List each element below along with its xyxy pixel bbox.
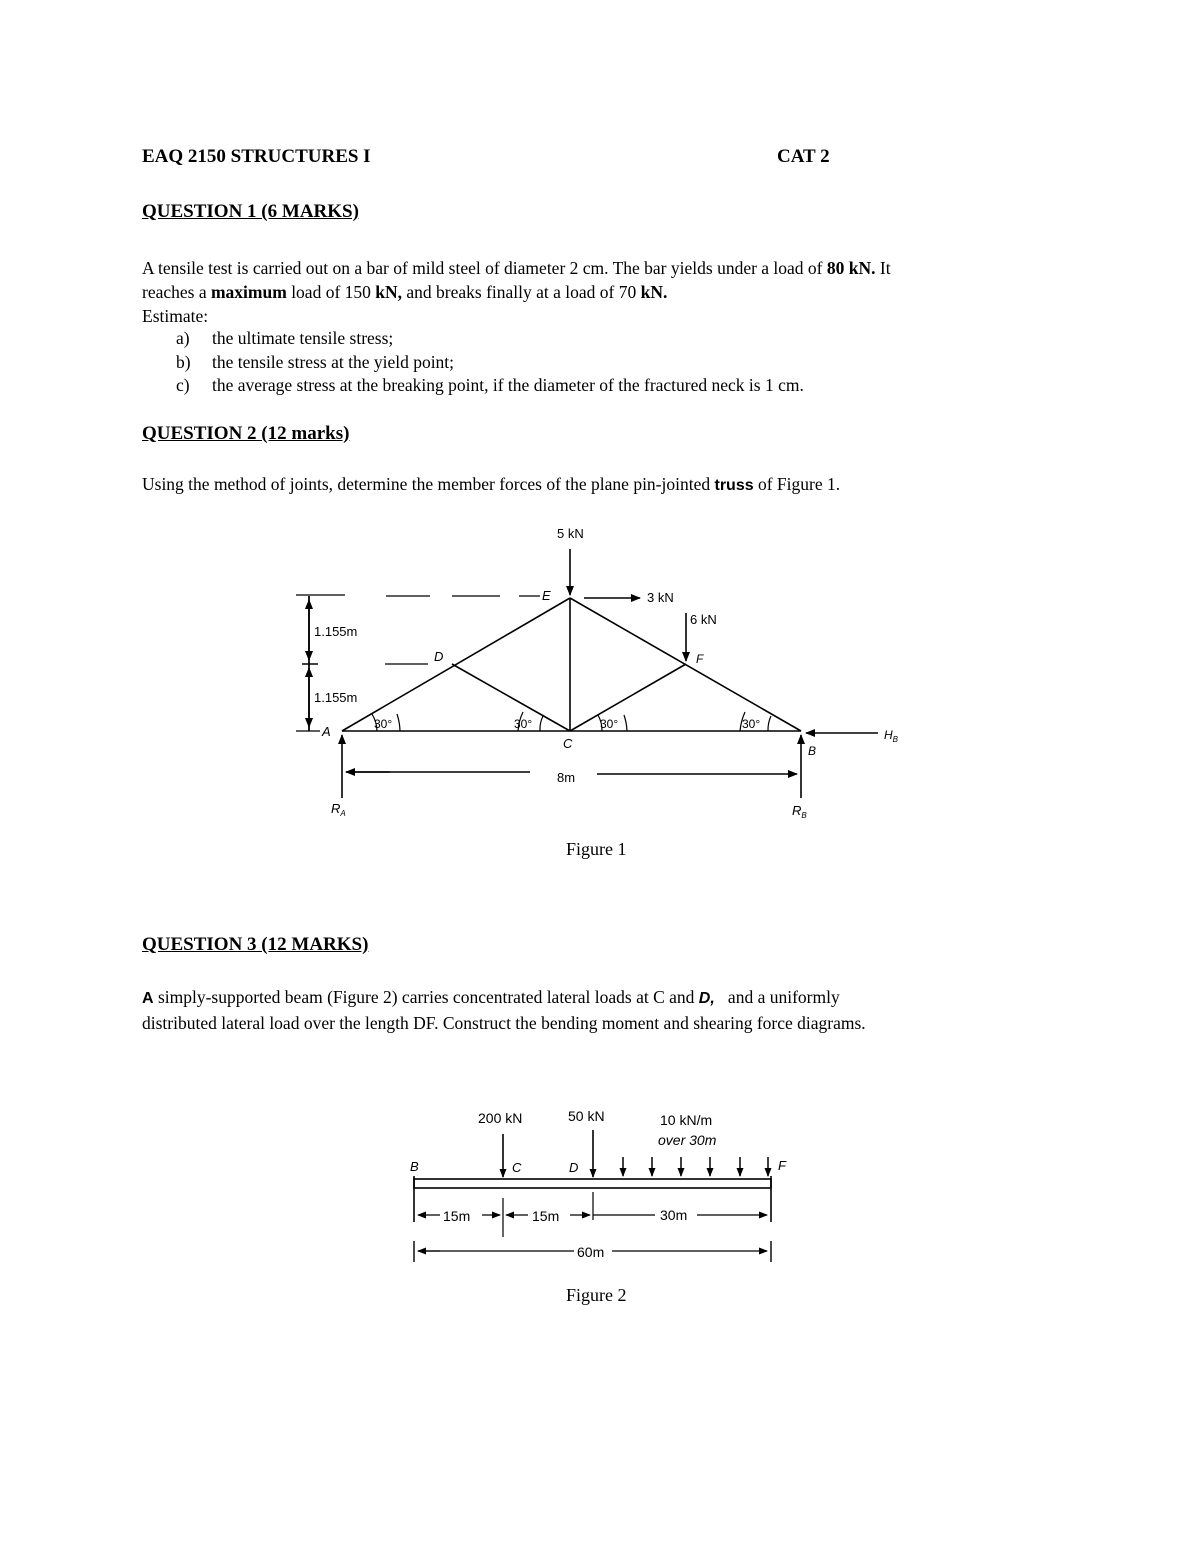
question-2-title: QUESTION 2 (12 marks) [142,423,350,444]
node-c-label: C [512,1160,522,1175]
beam [414,1179,771,1188]
dim-total-label: 60m [577,1244,605,1260]
question-3-title: QUESTION 3 (12 MARKS) [142,934,369,955]
node-c-label: C [563,736,573,751]
question-1-text [142,256,1072,328]
load-f-label: 6 kN [690,612,717,627]
load-e-label: 5 kN [557,526,584,541]
load-d-label: 50 kN [568,1108,605,1124]
angle-arc [624,715,627,731]
reaction-b-label: $R_B$ [792,803,807,820]
question-2-text: Using the method of joints, determine the member forces of the plane pin-jointed truss of Figure 1. [142,474,841,494]
beam-figure [400,1095,800,1270]
question-1-title: QUESTION 1 (6 MARKS) [142,201,359,222]
angle-arc [540,716,543,731]
load-c-label: 200 kN [478,1110,523,1126]
question-3-text [142,985,1082,1035]
span-label: 8m [557,770,576,785]
horizontal-reaction-label: $H_B$ [884,728,899,744]
node-f-label: F [696,652,704,666]
truss-figure [280,515,940,825]
dim-lower-label: 1.155m [314,690,358,705]
udl-label-2: over 30m [658,1132,717,1148]
udl-arrows [623,1157,768,1176]
question-1-list [176,327,1076,398]
node-b-label: B [410,1159,419,1174]
node-d-label: D [569,1160,579,1175]
node-f-label: F [778,1158,786,1173]
reaction-a-label: $R_A$ [331,801,346,818]
estimate-label: Estimate: [142,306,209,326]
angle-label: 30° [514,717,533,731]
question-1-line-1: A tensile test is carried out on a bar of mild steel of diameter 2 cm. The bar yields under a load of 80 kN. It [142,258,891,278]
angle-label: 30° [742,717,761,731]
course-title: EAQ 2150 STRUCTURES I [142,146,371,167]
question-3-line-2: distributed lateral load over the length DF. Construct the bending moment and shearing force diagrams. [142,1013,866,1033]
list-item: a) the ultimate tensile stress; [176,328,394,348]
node-e-label: E [542,588,551,603]
udl-label-1: 10 kN/m [660,1112,713,1128]
angle-arc [768,716,771,731]
member-fc [570,664,686,731]
list-item: c) the average stress at the breaking point, if the diameter of the fractured neck is 1 cm. [176,375,804,395]
load-h-label: 3 kN [647,590,674,605]
dim-3-label: 30m [660,1207,688,1223]
member-dc [452,664,570,731]
angle-label: 30° [600,717,619,731]
list-item: b) the tensile stress at the yield point; [176,351,455,372]
dim-upper-label: 1.155m [314,624,358,639]
question-3-line-1: A simply-supported beam (Figure 2) carries concentrated lateral loads at C and D, and a uniformly [142,987,840,1007]
angle-label: 30° [374,717,393,731]
dim-2-label: 15m [532,1208,560,1224]
test-title: CAT 2 [777,146,830,167]
node-d-label: D [434,649,444,664]
figure-1-caption: Figure 1 [566,839,627,859]
node-b-label: B [808,744,817,758]
node-a-label: A [322,724,331,739]
dim-1-label: 15m [443,1208,471,1224]
figure-2-caption: Figure 2 [566,1285,627,1305]
angle-arc [397,714,400,731]
angle-arcs [372,712,771,731]
question-1-line-2: reaches a maximum load of 150 kN, and breaks finally at a load of 70 kN. [142,282,668,302]
